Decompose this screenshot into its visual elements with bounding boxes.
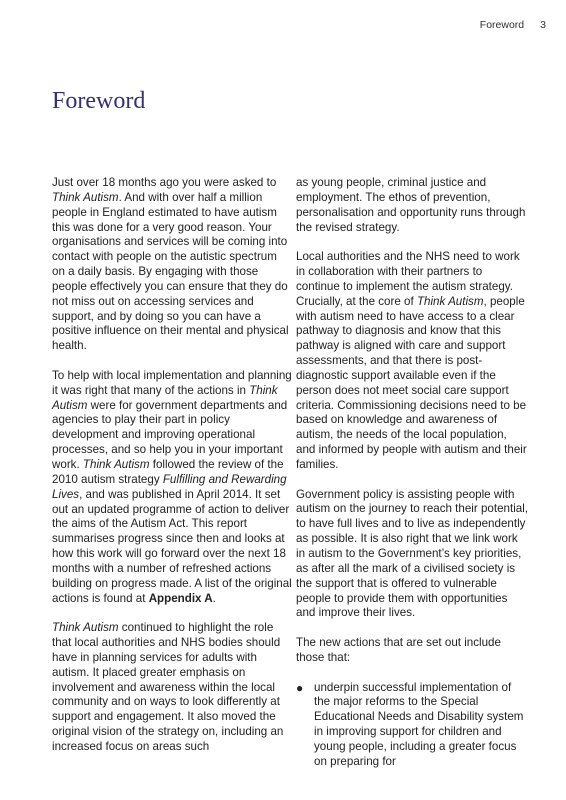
paragraph: Local authorities and the NHS need to work in collaboration with their partners to continue to implement the autism strategy. Crucially, at the core of Think Autism, people with autism need to have access to a clear pathway to diagnosis and know that this pathway is aligned with care and support assessments, and that there is post-diagnostic support available even if the person does not meet social care support criteria. Commissioning decisions need to be based on knowledge and awareness of autism, the needs of the local population, and informed by people with autism and their families. xyxy=(296,250,527,471)
list-item-text: underpin successful implementation of the major reforms to the Special Educational Needs and Disability system in improving support for children and young people, including a greater focus on preparing for xyxy=(314,680,524,768)
paragraph: Government policy is assisting people with autism on the journey to reach their potential, to have full lives and to live as independently as possible. It is also right that we link work in autism to the Government’s key priorities, as after all the mark of a civilised society is the support that is offered to vulnerable people to provide them with opportunities and improve their lives. xyxy=(296,487,529,620)
running-header xyxy=(480,19,546,31)
bullet-icon: ● xyxy=(296,680,304,695)
page-number: 3 xyxy=(540,19,546,31)
page-title: Foreword xyxy=(52,88,146,114)
section-name: Foreword xyxy=(479,19,525,31)
left-column xyxy=(52,176,292,770)
paragraph: Think Autism continued to highlight the role that local authorities and NHS bodies should have in planning services for adults with autism. It placed greater emphasis on involvement and awareness within the local community and on ways to look differently at support and engagement. It also moved the original vision of the strategy on, including an increased focus on areas such xyxy=(52,621,284,753)
list-item xyxy=(296,681,528,770)
paragraph: as young people, criminal justice and employment. The ethos of prevention, personalisation and opportunity runs through the revised strategy. xyxy=(296,176,526,234)
paragraph: To help with local implementation and planning it was right that many of the actions in Think Autism were for government departments and agencies to play their part in policy development and improving operational processes, and so help you in your important work. Think Autism followed the review of the 2010 autism strategy Fulfilling and Rewarding Lives, and was published in April 2014. It set out an updated programme of action to deliver the aims of the Autism Act. This report summarises progress since then and looks at how this work will go forward over the next 18 months with a number of refreshed actions building on progress made. A list of the original actions is found at Appendix A. xyxy=(52,368,292,605)
right-column xyxy=(296,176,528,770)
appendix-reference: Appendix A xyxy=(148,591,213,605)
paragraph: The new actions that are set out include those that: xyxy=(296,636,501,664)
paragraph: Just over 18 months ago you were asked to Think Autism. And with over half a million people in England estimated to have autism this was done for a very good reason. Your organisations and services will be coming into contact with people on the autistic spectrum on a daily basis. By engaging with those people effectively you can ensure that they do not miss out on accessing services and support, and by doing so you can have a positive influence on their mental and physical health. xyxy=(52,176,289,353)
